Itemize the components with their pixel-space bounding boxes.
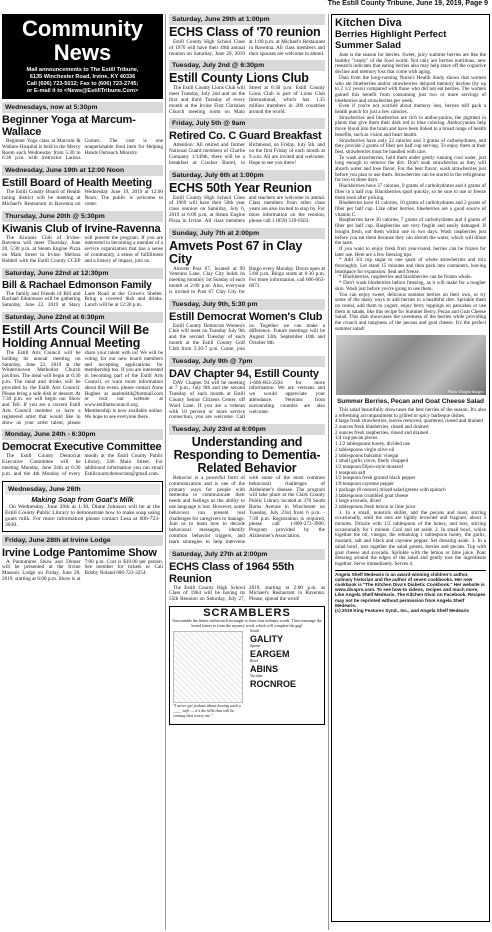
notice-body <box>2 351 163 426</box>
notice-date: Tuesday, July 23rd at 6:00pm <box>169 424 325 435</box>
ingredient-item: 1/4 cup pecan pieces <box>335 435 378 442</box>
article-paragraph: June is the season for berries. Sweet, juicy summer berries are like the healthy "candy" of the food world. Not only are berries nutritious, new research indicates that eating berries also may help stave off the cognitive decline and memory loss that come with aging. <box>335 52 486 76</box>
mail-line-2: 6135 Winchester Road, Irvine, KY 40336 <box>29 74 136 80</box>
notice-class-64 <box>169 549 325 603</box>
notice-text: Amvets Post 67, located at 99 Veterans Lane, Clay City holds its meeting monthly 1st Sunday of each month at 2:00 p.m. Also, everyone is invited to Post 67 Clay City for Bingo every Monday. Doors open at 5:00 p.m. Bingo starts at 6:30 p.m. For more information, call 606-663-0071. <box>169 265 325 295</box>
article-paragraph: * Don't wash blueberries before freezing, as it will make for a tougher skin. Wash just before you're going to use them. <box>335 280 486 292</box>
notice-date: Sunday, July 7th at 2:00pm <box>169 228 325 239</box>
notice-democrat-women <box>169 299 325 353</box>
scramble-hint: Sparse <box>250 644 261 649</box>
notice-text: Estill County High School Class of 1969 will have their 50th year class reunion on Saturday, July 6, 2019 at 6:00 p.m. at Steam Engine Pizza in Irvine. All class members and teachers are welcome to attend. Class members from other class years are also invited to stop by. For more information on the reunion, please call 1 (859) 519-0563. <box>169 194 325 224</box>
notice-guard-breakfast <box>169 118 325 166</box>
notice-title: DAV Chapter 94, Estill County <box>169 367 319 380</box>
scramble-word <box>250 629 320 644</box>
article-paragraph: * Blackberries, raspberries and blackberries can be frozen whole. <box>339 274 472 281</box>
copyright: (c) 2019 King Features Synd., Inc., and Angela Shelf Medearis <box>335 608 470 614</box>
notice-text: A Pantomime Show and Dinner will be presented at the Irvine Masonic Lodge on Friday, June 28, 2019, starting at 6:00 p.m. Show is at 7:00 p.m. Cost is $10.00 per person. See member for tickets or Call Bobby Noland 606-723-2254. <box>2 558 163 583</box>
scramble-word <box>250 674 320 689</box>
community-news-title: Community News <box>22 16 143 65</box>
notice-date: Saturday, June 29th at 1:00pm <box>169 14 325 25</box>
scramble-words <box>250 629 320 689</box>
notice-democrat-committee <box>2 429 163 477</box>
notice-date: Wednesday, June 19th at 12:00 Noon <box>2 165 163 176</box>
ingredient-item: 1 teaspoon salt <box>335 469 366 476</box>
ingredient-item: 1/2 teaspoon fresh ground black pepper <box>335 475 416 482</box>
page-header <box>0 0 492 12</box>
notice-date: Tuesday, July 9th @ 7pm <box>169 356 325 367</box>
scramble-letters: GALITY <box>250 634 283 645</box>
notice-pantomime <box>2 535 163 583</box>
notice-text: Attention: All retired and former National Guard members of Charlie Company 1/149th, there will be a breakfast at Cracker Barrel, in Richmond, on Friday, July 5th, and on the first Friday of each month at 9 a.m. All are invited and welcome. Hope to see you there! <box>169 142 325 166</box>
notice-text: Beginner Yoga class at Marcum & Wallace Hospital is held in the Mercy Room each Wednesday from 5:30 to 6:30 p.m. with instructor Larissa Gomez. The cost is one nonperishable food item for Helping Hands Outreach Ministry. <box>2 138 163 162</box>
recipe-intro-text: This salad beautifully showcases the best berries of the season. It's also a refreshing accompaniment to grilled or spicy barbeque dishes. <box>335 406 486 419</box>
ingredient-item: 1/2 teaspoon Dijon-style mustard <box>335 463 403 470</box>
notice-edmonson-family <box>2 268 163 309</box>
notice-title: ECHS 50th Year Reunion <box>169 180 312 195</box>
column-3 <box>331 14 490 930</box>
community-news-banner <box>2 14 163 99</box>
scramblers-puzzle <box>169 606 325 725</box>
ingredient-item: 1 large avocado, diced <box>335 498 381 505</box>
column-divider <box>165 14 166 930</box>
notice-text: The Estill County Democrat Executive Committee will be meeting Monday, June 24th at 6:30 p.m. and the 4th Monday of every month at the Estill County Public Library, 246 Main Street. For additional information you can email Estillcountydemocrats@gmail.com. <box>2 453 163 477</box>
ingredient-item: 1/8 teaspoon cayenne pepper <box>335 481 394 488</box>
scramble-word <box>250 644 320 659</box>
mail-line-3: Call (606) 723-5012; Fax to (606) 723-2745; <box>26 81 139 87</box>
notice-title: Bill & Rachael Edmonson Family <box>2 279 152 291</box>
notice-body <box>2 560 163 583</box>
ingredient-item: 2 ounces fresh blueberries, rinsed and drained <box>335 424 429 431</box>
notice-body <box>169 267 325 296</box>
notice-title: Kiwanis Club of Irvine-Ravenna <box>2 222 161 235</box>
notice-amvets <box>169 228 325 296</box>
notice-date: Saturday, June 22nd at 6:30pm <box>2 312 163 323</box>
notice-text: The Estill County Board of Health tuning district will be meeting at Michael's Restaurant in Ravenna on Wednesday June 19, 2019 at 12:00 Noon. The public is welcome to come. <box>2 189 163 207</box>
notice-title: Understanding and Responding to Dementia-Related Behavior <box>173 435 321 476</box>
article-paragraph: If you want to enjoy fresh fruit year-round, berries can be frozen for later use. Here are a few freezing tips: <box>335 245 486 258</box>
article-paragraph: Strawberries have only 22 calories and 3 grams of carbohydrates, and they provide 2 grams of fiber per half cup serving. To enjoy them at their best, strawberries must be handled with care. <box>335 137 486 155</box>
recipe-steps-text: 1. In a small, nonstick skillet, add the pecans and toast, stirring occasionally, until the nuts are lightly browned and fragrant, about 3 minutes. Drizzle with 1/2 tablespoon of the honey, and toss, stirring occasionally for 1 minute. Cool and set aside. 2. In small bowl, whisk together the oil, vinegar, the remaining 1 tablespoon honey, the garlic, mustard, salt and black and cayenne pepper. Set dressing aside. 3. In a salad bowl, toss together the salad greens, berries and pecans. Top with goat cheese and avocado. Sprinkle with the lemon or lime juice. Pour dressing around the edges of the salad and gently toss the ingredients together. Serve immediately. Serves 4. <box>335 509 486 567</box>
notice-body <box>2 236 163 265</box>
mail-line-4: or E-mail it to <News@EstillTribune.Com> <box>26 88 139 94</box>
notice-body <box>2 139 163 162</box>
article-paragraph: Blueberries have 41 calories, 10 grams of carbohydrates and 2 grams of fiber per half cup. Like other berries, blueberries are a good source of vitamin C. <box>335 200 486 218</box>
notice-body <box>169 86 325 115</box>
notice-body <box>169 381 325 422</box>
notice-text: The Estill County High School Class of 1964 will be having its 55th Reunion on Saturday, July 27, 2019, starting at 2:00 p.m. at Michael's Restaurant in Ravenna. Please, spread the word! <box>169 584 325 603</box>
scramblers-title: SCRAMBLERS <box>203 607 291 620</box>
notice-text: The family and friends of Bill and Rachael Edmonson will be gathering Saturday, June 22, 2019 at Stacy Lane Road at the Crowe's Shelter. Bring a covered dish and drinks. Lunch will be at 12:30 p.m. <box>2 290 163 309</box>
notice-title: Amvets Post 67 in Clay City <box>169 238 303 266</box>
notice-kiwanis <box>2 211 163 265</box>
notice-dementia <box>169 424 325 546</box>
notice-body <box>2 454 163 477</box>
notice-board-of-health <box>2 165 163 207</box>
article-paragraph: Even if you're not worried about memory loss, berries still pack a health punch for just a few calories. <box>335 103 486 116</box>
notice-body <box>169 143 325 166</box>
notice-text: The Estill Arts Council will be holding its annual meeting on Saturday, June 22, 2019 at the Winterinoven Methodist Church pavilion. The meal will begin at 6:30 p.m. The meat and drinks will be provided by the Estill Arts Council. Please bring a side dish or dessert. At 7:30 p.m. we will begin our Show and Tell. If you are a current Estill Arts Council member or have a registered artist that would like to show us your artist talent, please share your talent with us! We will be voting for our new board members and accepting applications for membership too. If you are interested in becoming part of the Estill Arts Council, or want more information about this event, please contact Anne Hughes at anelmd44@hotmail.com or visit our website at www.estillartscouncil.org. Membership is now available online. We hope to see everyone there. <box>2 349 163 426</box>
notice-date: Saturday, July 6th at 1:00pm <box>169 170 325 181</box>
salad-photo <box>336 335 486 395</box>
notice-arts-council <box>2 312 163 426</box>
kitchen-diva-title: Berries Highlight Perfect Summer Salad <box>335 29 447 51</box>
author-bio <box>335 570 486 614</box>
notice-body <box>169 324 325 353</box>
notice-date: Monday, June 24th - 6:30pm <box>2 429 163 440</box>
notice-date: Friday, July 5th @ 9am <box>169 118 325 129</box>
notice-title: Estill Arts Council Will Be Holding Annual Meeting <box>2 322 149 350</box>
scramble-letters: EARGEM <box>250 649 290 660</box>
notice-date: Saturday, June 22nd at 12:30pm <box>2 268 163 279</box>
notice-body <box>169 196 325 225</box>
ingredient-item: 1 package (8 ounces) mixed salad greens with spinach <box>335 486 446 493</box>
notice-date: Tuesday, July 2nd @ 6:30pm <box>169 60 325 71</box>
notice-body <box>169 586 325 603</box>
notice-yoga <box>2 102 163 162</box>
notice-title: Irvine Lodge Pantomime Show <box>2 546 157 559</box>
recipe-steps <box>335 511 486 568</box>
notice-title: Beginner Yoga at Marcum-Wallace <box>2 114 136 138</box>
notice-text: The Kiwanis Club of Irvine-Ravenna will meet Thursday, June 20, 5:30 p.m. at Steam Engine Pizza on Main Street in Irvine. Melissa Riddell with the Estill County CCEP will present the program. If you are interested in becoming a member of a service organization that has a sense of community, a sense of fulfillment and a history of impact, join us. <box>2 234 163 264</box>
ingredient-item: 1 1/2 tablespoons honey, divided use <box>335 441 410 448</box>
notice-title: Estill Board of Health Meeting <box>2 177 152 190</box>
scramble-hint: South <box>250 629 259 634</box>
ingredient-item: 4 large fresh strawberries, leaves removed, quartered, rinsed and drained <box>335 418 483 425</box>
notice-text: DAV Chapter 94 will be meeting at 7 p.m., July 9th and the second Tuesday of each month at Estill County Senior Citizens Center, off Ward Lane. If you are a veteran with 10 percent or more service connection, you are welcome. Call 1-606-663-2504 for more information. We are veterans and we would appreciate your attendance. Veterans from surrounding counties are also welcome. <box>169 379 325 421</box>
notice-date: Thursday, June 20th @ 5:30pm <box>2 211 163 222</box>
notice-title: Estill Democrat Women's Club <box>169 310 323 323</box>
notice-body <box>2 292 163 309</box>
scramble-hint: Bowl <box>250 659 259 664</box>
column-2 <box>169 14 325 930</box>
ingredient-item: 3 tablespoons crumbled goat cheese <box>335 492 409 499</box>
notice-dav-chapter <box>169 356 325 422</box>
notice-class-70 <box>169 14 325 57</box>
ingredient-item: 1 small garlic clove, finely chopped <box>335 458 408 465</box>
notice-date: Wednesdays, now at 5:30pm <box>2 102 163 113</box>
article-paragraph: Raspberries have 30 calories, 7 grams of carbohydrates and 4 grams of fiber per half cup. Raspberries are very fragile and easily damaged. If bought fresh, eat them within one to two days. Wash raspberries just before you eat them because they can absorb the water, which will dilute the taste. <box>335 217 486 247</box>
column-divider <box>328 14 329 930</box>
scramble-word <box>250 659 320 674</box>
notice-body <box>169 476 325 546</box>
kitchen-diva-feature <box>331 14 490 922</box>
notice-lions-club <box>169 60 325 115</box>
scramblers-instructions: Unscramble the letters within each rectangle to form four ordinary words. Then rearrange the boxed letters to form the mystery word, which will complete the gag! <box>172 618 322 628</box>
notice-title: Retired Co. C Guard Breakfast <box>169 130 322 143</box>
cartoon-caption: "I never get jealous about having such a ____ wife — it's the bills that will be coming that worry me." <box>173 703 241 719</box>
kitchen-diva-heading: Kitchen Diva <box>335 17 402 29</box>
mail-line-1: Mail announcements to The Estill Tribune, <box>26 67 139 73</box>
scramble-hint: Vocalize <box>250 674 264 679</box>
scramble-letters: ABINS <box>250 664 279 675</box>
article-paragraph: To wash strawberries, hold them under gently running cool water, just long enough to remove the dirt. Don't soak strawberries as they will absorb water and lose flavor. For the best flavor, wash strawberries just before you plan to use them. Strawberries can be stored in the refrigerator for two to three days. <box>335 154 486 184</box>
article-paragraph: Data from the long-running Nurse's Health Study shows that women who ate blueberries and/or strawberries delayed memory decline (by up to 2 1/2 years) compared with those who did not eat berries. The women gained this benefit from consuming just two or more servings of blueberries and strawberries per week. <box>335 74 486 104</box>
notice-date: Saturday, July 27th at 2:00pm <box>169 549 325 560</box>
notice-body <box>5 504 160 529</box>
notice-body <box>169 40 325 57</box>
ingredient-item: 2 tablespoons balsamic vinegar <box>335 452 399 459</box>
notice-date: Friday, June 28th at Irvine Lodge <box>2 535 163 546</box>
notice-title: ECHS Class of 1964 55th Reunion <box>169 560 295 585</box>
kitchen-diva-body <box>335 53 486 332</box>
notice-text: Behavior is a powerful form of communication and is one of the primary ways for people with dementia to communicate their needs and feelings as the ability to use language is lost. However, some behaviors can present real challenges for caregivers to manage. Join us to learn how to decode behavioral messages, identify common behavior triggers, and learn strategies to help intervene with some of the most common behavioral challenges of Alzheimer's disease. The program will take place at the Clark County Public Library located at 370 South Burns Avenue in Winchester on Tuesday, July 23rd from 6 p.m. - 7:30 p.m. Registration is required, please call 1-800-272-3900. Program provided by the Alzheimer's Association. <box>169 475 325 545</box>
column-1 <box>2 14 163 930</box>
notice-title: Estill County Lions Club <box>169 71 309 86</box>
scramble-letters: ROCNROE <box>250 679 297 690</box>
article-paragraph: Blackberries have 37 calories, 9 grams of carbohydrates and 4 grams of fiber in a half cup. Blackberries spoil quickly, so be sure to use or freeze them soon after picking. <box>335 183 486 201</box>
notice-title: ECHS Class of '70 reunion <box>169 25 321 39</box>
notice-title: Democrat Executive Committee <box>2 441 162 454</box>
photo-credit: Photo: Dragon Images <box>447 389 484 395</box>
page-header-text: The Estill County Tribune, June 19, 2019, Page 9 <box>327 0 488 7</box>
notice-text: The Estill County Lions Club will meet Tuesday, July 2nd and on the first and third Tuesday of every month at the Irvine First Christian Church meeting room on Main Street at 6:30 p.m. Estill County Lions Club is part of Lions Club International, which has 1.35 million members in 200 countries around the world. <box>169 85 325 115</box>
notice-title: Making Soap from Goat's Milk <box>31 494 134 504</box>
ingredient-item: 2 ounces fresh raspberries, rinsed and drained <box>335 429 429 436</box>
notice-text: On Wednesday, June 26th at 1:30, Diane Johnson will be at the Estill County Public Library to demonstrate how to make soap using goats milk. For more information please contact Lesa at 606-723-3030. <box>5 503 160 529</box>
ingredient-item: 2 tablespoons virgin olive oil <box>335 446 395 453</box>
article-paragraph: Strawberries and blueberries are rich in anthocyanins, the pigment in plants that give them their dark red or blue coloring. Anthocyanins help move blood into the brain and have been linked to a broad range of health benefits, such as vision and heart health. <box>335 114 486 138</box>
notice-goat-soap <box>2 481 163 532</box>
author-bio-text: Angela Shelf Medearis is an award-winning children's author, culinary historian and the author of seven cookbooks. Her new cookbook is "The Kitchen Diva's Diabetic Cookbook." Her website is www.divapro.com. To see how-to videos, recipes and much more, Like Angela Shelf Medearis, The Kitchen Diva! on Facebook. Recipes may not be reprinted without permission from Angela Shelf Medearis. <box>335 571 486 608</box>
notice-text: Estill County High School Class of 1970 will have their 49th annual reunion on Saturday, June 29, 2019 at 1:00 p.m. at Michael's Restaurant in Ravenna. All class members and their spouses are welcome to attend. <box>169 39 325 57</box>
notice-date: Wednesday, June 26th <box>5 484 160 495</box>
article-paragraph: * Add 3/4 cup sugar to one quart of whole strawberries and mix thoroughly. Let stand 15 minutes and then pack into containers, leaving headspace for expansion. Seal and freeze. <box>335 257 486 275</box>
notice-50th-reunion <box>169 170 325 225</box>
article-paragraph: You can enjoy sweet, delicious summer berries on their own, or try some of the many ways to add berries to a healthful diet. Sprinkle them on cereal, add them to yogurt, enjoy berry toppings on pancakes or use them in salads, like this recipe for Summer Berry, Pecan and Goat Cheese Salad. This dish showcases the sweetness of the berries while providing the crunch and tanginess of the pecans and goat cheese. It's the perfect summer salad! <box>335 291 486 332</box>
notice-date: Tuesday, July 9th, 5:30 pm <box>169 299 325 310</box>
notice-body <box>2 190 163 207</box>
ingredient-item: 2 tablespoons fresh lemon or lime juice <box>335 503 416 510</box>
notice-text: Estill County Democrat Women's Club will meet on Tuesday July 9th and the second Tuesday of each month at the Estill County Golf Club from 5:30-7 p.m. Come, join us. Together we can make a difference. Future meetings will be August 13th, September 10th and October 8th. <box>169 322 325 352</box>
cartoon-image <box>173 631 243 703</box>
ingredient-list <box>335 419 486 510</box>
recipe-title: Summer Berries, Pecan and Goat Cheese Salad <box>336 398 485 406</box>
